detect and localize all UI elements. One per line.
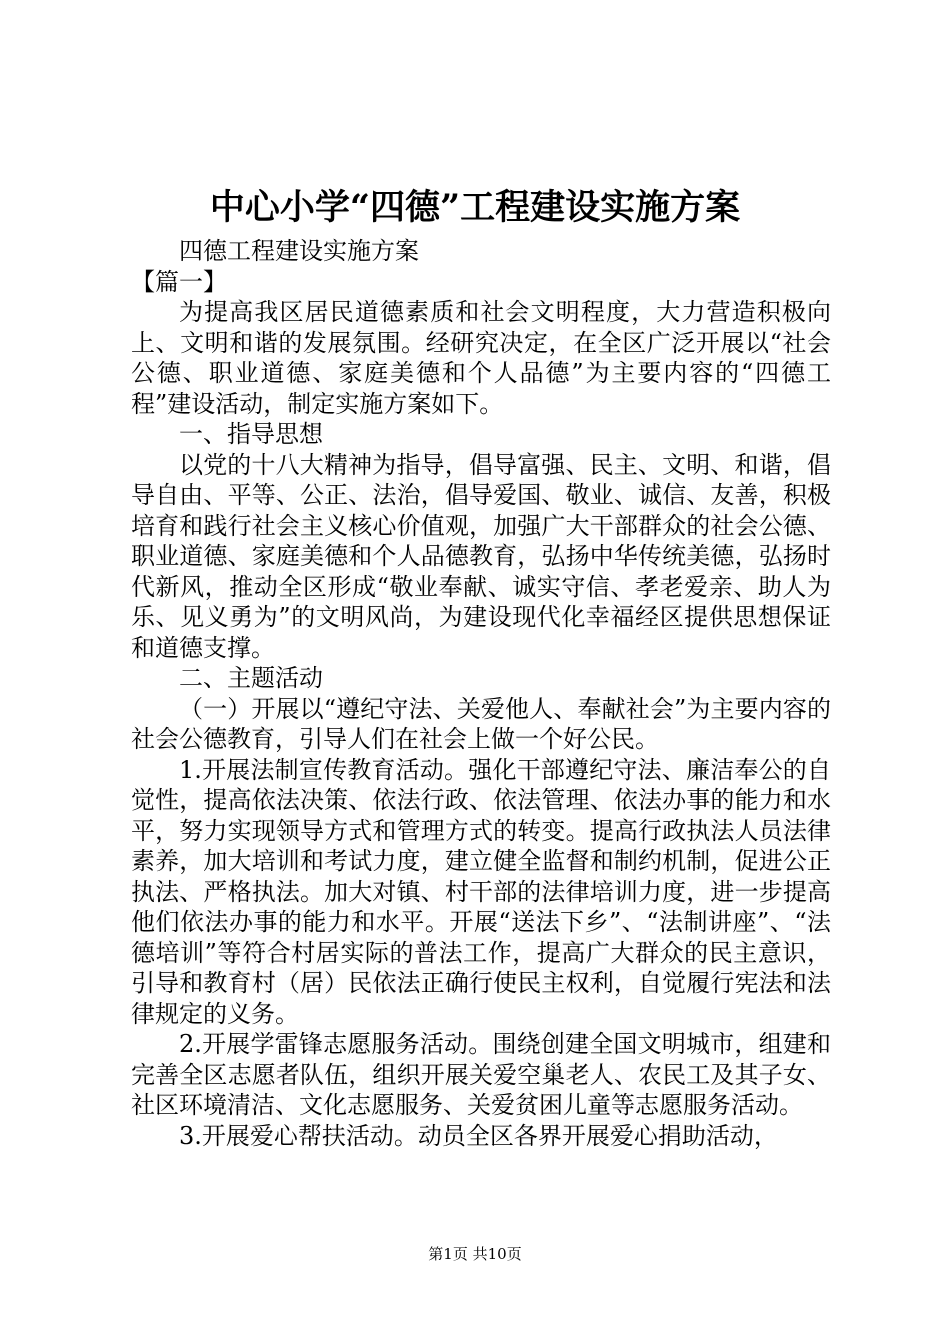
page-footer: 第1页 共10页 [428,1245,522,1263]
body-paragraph: 1.开展法制宣传教育活动。强化干部遵纪守法、廉洁奉公的自觉性，提高依法决策、依法行政、依法管理、依法办事的能力和水平，努力实现领导方式和管理方式的转变。提高行政执法人员法律素养，加大培训和考试力度，建立健全监督和制约机制，促进公正执法、严格执法。加大对镇、村干部的法律培训力度，进一步提高他们依法办事的能力和水平。开展“送法下乡”、“法制讲座”、“法德培训”等符合村居实际的普法工作，提高广大群众的民主意识，引导和教育村（居）民依法正确行使民主权利，自觉履行宪法和法律规定的义务。 [131,755,831,1028]
section-heading: 二、主题活动 [179,664,323,692]
body-paragraph: 2.开展学雷锋志愿服务活动。围绕创建全国文明城市，组建和完善全区志愿者队伍，组织开展关爱空巢老人、农民工及其子女、社区环境清洁、文化志愿服务、关爱贫困儿童等志愿服务活动。 [131,1030,831,1119]
body-paragraph: （一）开展以“遵纪守法、关爱他人、奉献社会”为主要内容的社会公德教育，引导人们在社会上做一个好公民。 [131,694,831,753]
body-paragraph: 为提高我区居民道德素质和社会文明程度，大力营造积极向上、文明和谐的发展氛围。经研究决定，在全区广泛开展以“社会公德、职业道德、家庭美德和个人品德”为主要内容的“四德工程”建设活动，制定实施方案如下。 [131,298,831,418]
section-heading: 一、指导思想 [179,420,323,448]
body-paragraph: 以党的十八大精神为指导，倡导富强、民主、文明、和谐，倡导自由、平等、公正、法治，倡导爱国、敬业、诚信、友善，积极培育和践行社会主义核心价值观，加强广大干部群众的社会公德、职业道德、家庭美德和个人品德教育，弘扬中华传统美德，弘扬时代新风，推动全区形成“敬业奉献、诚实守信、孝老爱亲、助人为乐、见义勇为”的文明风尚，为建设现代化幸福经区提供思想保证和道德支撑。 [131,450,831,662]
document-body [131,236,831,1151]
subtitle-paragraph: 四德工程建设实施方案 [179,237,419,265]
body-paragraph: 3.开展爱心帮扶活动。动员全区各界开展爱心捐助活动， [179,1121,778,1150]
section-label: 【篇一】 [131,267,227,296]
document-title: 中心小学“四德”工程建设实施方案 [209,187,741,228]
